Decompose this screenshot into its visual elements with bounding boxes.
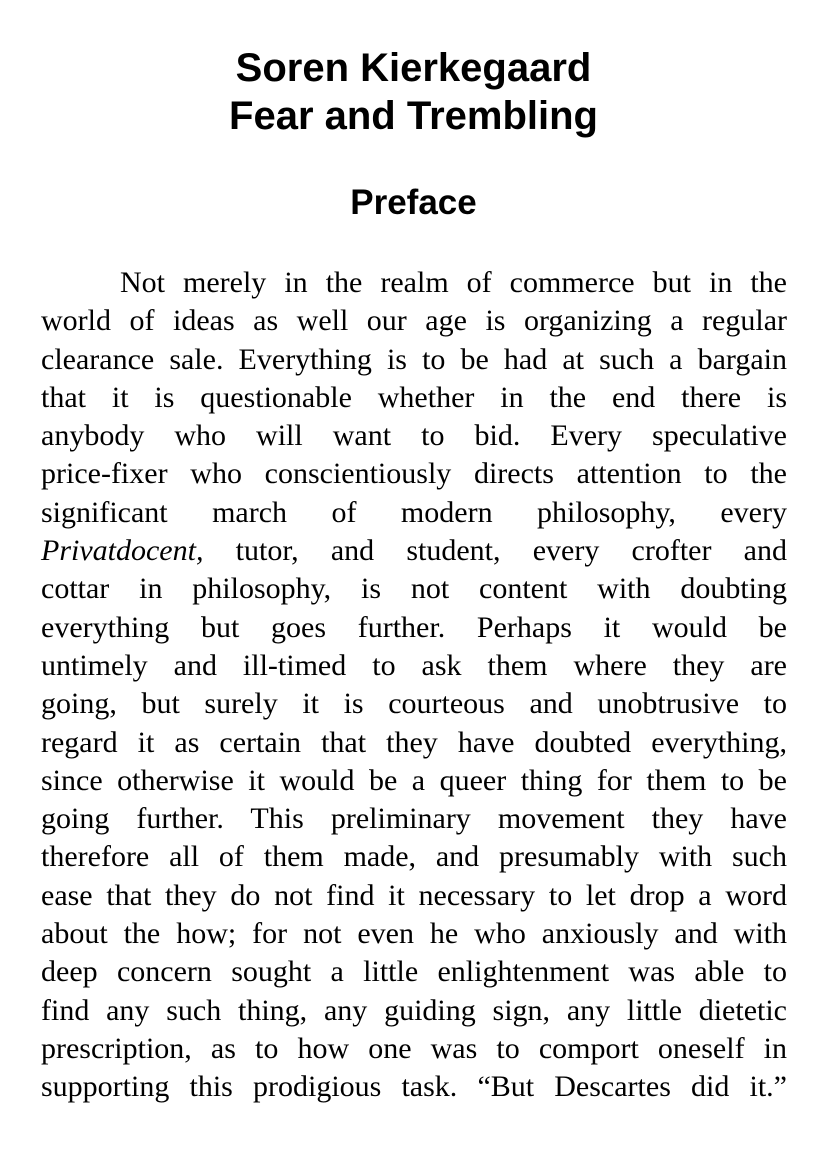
text-line: everything but goes further. Perhaps it would be <box>41 610 787 644</box>
text-line: prescription, as to how one was to comport oneself in <box>41 1031 787 1065</box>
text-line: that it is questionable whether in the end there is <box>41 380 787 414</box>
text-line: anybody who will want to bid. Every speculative <box>41 419 787 453</box>
text-line: going, but surely it is courteous and unobtrusive to <box>41 687 787 721</box>
text-line: deep concern sought a little enlightenment was able to <box>41 955 787 989</box>
text-line: cottar in philosophy, is not content with doubting <box>41 572 787 606</box>
text-line: find any such thing, any guiding sign, any little dietetic <box>41 993 787 1027</box>
text-line: therefore all of them made, and presumably with such <box>41 840 787 874</box>
text-line: supporting this prodigious task. “But Descartes did it.” <box>41 1070 787 1104</box>
text-line: clearance sale. Everything is to be had at such a bargain <box>41 342 787 376</box>
text-line: regard it as certain that they have doubted everything, <box>41 725 787 759</box>
text-line: price-fixer who conscientiously directs attention to the <box>41 457 787 491</box>
book-title: Fear and Trembling <box>229 94 598 138</box>
author-name: Soren Kierkegaard <box>235 46 592 90</box>
document-title-block <box>0 44 827 140</box>
section-heading: Preface <box>350 183 477 222</box>
text-line: since otherwise it would be a queer thing for them to be <box>41 763 787 797</box>
text-line: going further. This preliminary movement they have <box>41 802 787 836</box>
text-line: world of ideas as well our age is organizing a regular <box>41 304 787 338</box>
text-line: Privatdocent, tutor, and student, every crofter and <box>41 534 787 568</box>
text-line: ease that they do not find it necessary to let drop a word <box>41 878 787 912</box>
italic-term: Privatdocent, <box>41 534 204 568</box>
text-line: about the how; for not even he who anxiously and with <box>41 917 787 951</box>
text-line: untimely and ill-timed to ask them where they are <box>41 648 787 682</box>
text-line: significant march of modern philosophy, every <box>41 495 787 529</box>
text-line: Not merely in the realm of commerce but in the <box>120 266 787 299</box>
body-paragraph <box>41 264 787 1107</box>
